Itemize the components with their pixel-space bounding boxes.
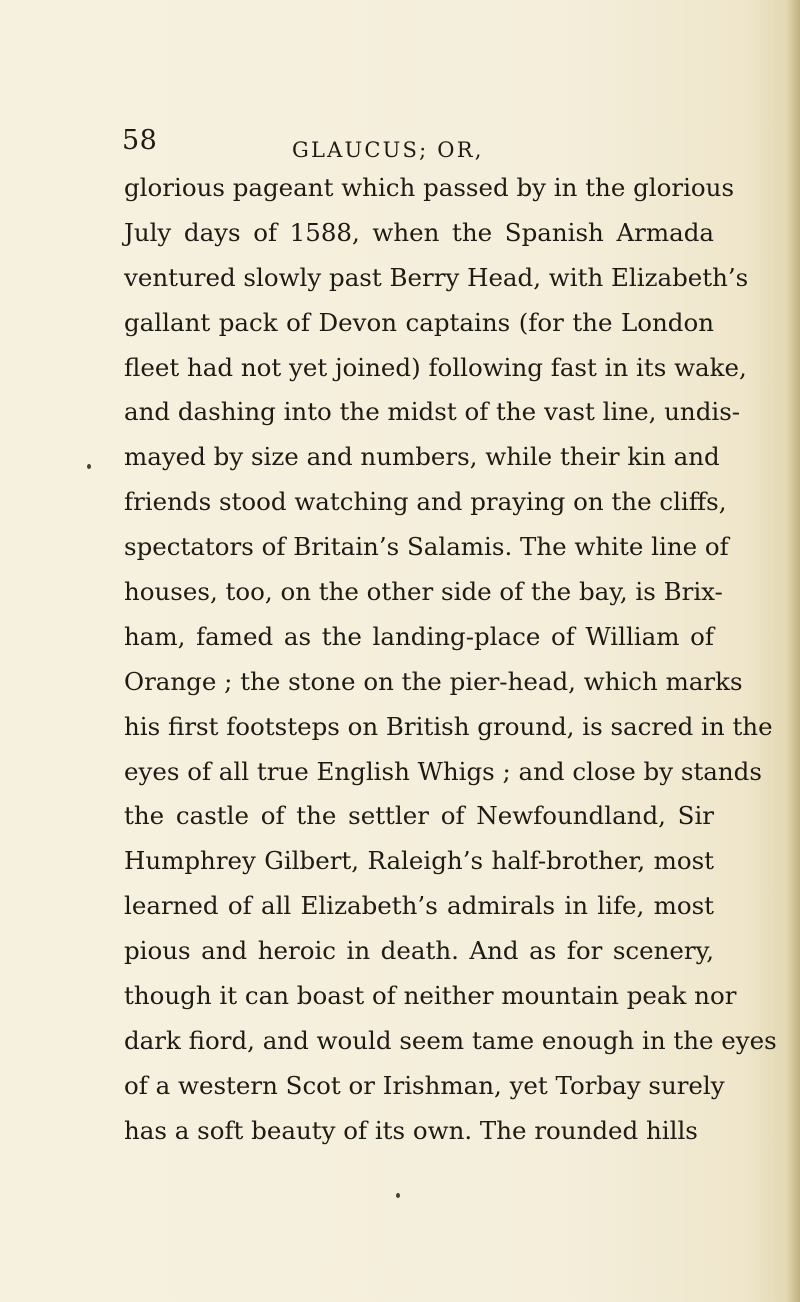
page-edge-shadow bbox=[786, 0, 800, 1302]
running-head: GLAUCUS; OR, bbox=[292, 138, 484, 162]
text-line: fleet had not yet joined) following fast in its wake, bbox=[124, 352, 747, 382]
page-number: 58 bbox=[122, 125, 158, 156]
text-line: eyes of all true English Whigs ; and close by stands bbox=[124, 756, 762, 786]
body-text bbox=[124, 166, 777, 1154]
text-line: Humphrey Gilbert, Raleigh’s half-brother, most bbox=[124, 846, 714, 876]
text-line: friends stood watching and praying on the cliffs, bbox=[124, 487, 727, 517]
text-line: though it can boast of neither mountain peak nor bbox=[124, 981, 737, 1011]
text-line: mayed by size and numbers, while their kin and bbox=[124, 442, 720, 472]
ink-speck bbox=[396, 1193, 400, 1198]
text-line: ham, famed as the landing-place of William of bbox=[124, 621, 714, 651]
ink-speck bbox=[87, 464, 91, 469]
text-line: learned of all Elizabeth’s admirals in life, most bbox=[124, 891, 714, 921]
text-line: and dashing into the midst of the vast line, undis- bbox=[124, 397, 741, 427]
text-line: gallant pack of Devon captains (for the London bbox=[124, 307, 714, 337]
text-line: pious and heroic in death. And as for scenery, bbox=[124, 936, 714, 966]
text-line: ventured slowly past Berry Head, with Elizabeth’s bbox=[124, 262, 749, 292]
text-line: spectators of Britain’s Salamis. The white line of bbox=[124, 532, 729, 562]
text-line: glorious pageant which passed by in the glorious bbox=[124, 173, 735, 202]
text-line: his first footsteps on British ground, is sacred in the bbox=[124, 711, 773, 741]
text-line: dark fiord, and would seem tame enough in the eyes bbox=[124, 1025, 777, 1055]
text-line: houses, too, on the other side of the bay, is Brix- bbox=[124, 577, 723, 607]
text-line: Orange ; the stone on the pier-head, which marks bbox=[124, 666, 743, 696]
text-line: July days of 1588, when the Spanish Armada bbox=[124, 217, 714, 247]
text-line: the castle of the settler of Newfoundland, Sir bbox=[124, 801, 714, 831]
text-line: has a soft beauty of its own. The rounded hills bbox=[124, 1115, 698, 1145]
text-line: of a western Scot or Irishman, yet Torbay surely bbox=[124, 1070, 725, 1100]
